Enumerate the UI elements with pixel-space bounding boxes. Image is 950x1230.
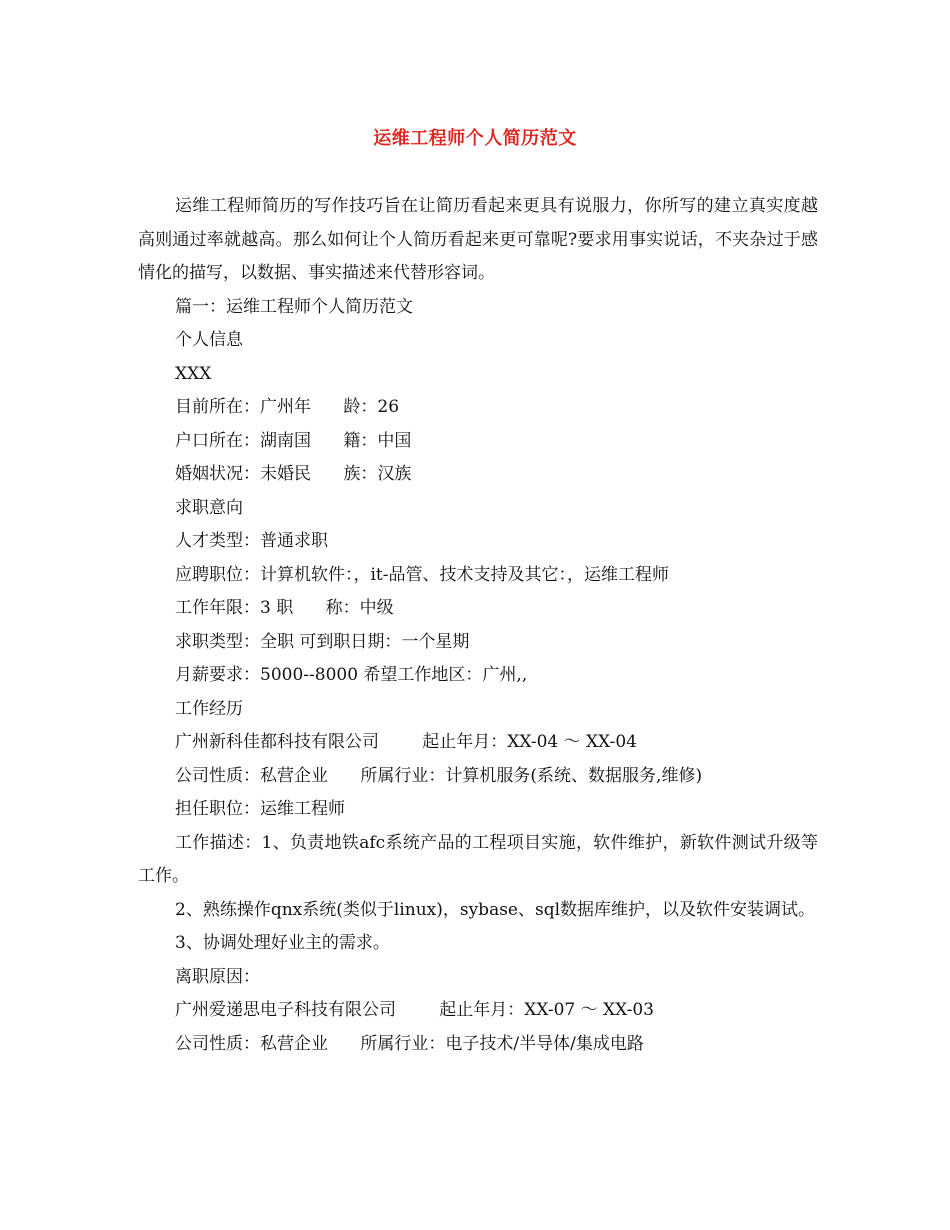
paragraph: 担任职位：运维工程师 [175, 799, 345, 819]
paragraph: 离职原因： [175, 966, 260, 987]
document-body [138, 190, 818, 1061]
paragraph: 应聘职位：计算机软件：，it-品管、技术支持及其它：，运维工程师 [175, 564, 670, 585]
paragraph: 人才类型：普通求职 [175, 531, 328, 551]
paragraph: 求职意向 [175, 497, 243, 518]
paragraph: XXX [175, 363, 212, 384]
paragraph: 广州新科佳都科技有限公司 起止年月：XX-04 ～ XX-04 [175, 732, 637, 752]
paragraph: 个人信息 [175, 330, 243, 350]
paragraph: 求职类型：全职 可到职日期：一个星期 [175, 631, 470, 652]
paragraph: 广州爱递思电子科技有限公司 起止年月：XX-07 ～ XX-03 [175, 1000, 654, 1020]
paragraph: 篇一：运维工程师个人简历范文 [175, 296, 413, 317]
paragraph: 户口所在：湖南国 籍：中国 [175, 430, 412, 451]
paragraph: 公司性质：私营企业 所属行业：计算机服务(系统、数据服务,维修) [175, 765, 703, 786]
paragraph: 公司性质：私营企业 所属行业：电子技术/半导体/集成电路 [175, 1033, 644, 1054]
paragraph: 2、熟练操作qnx系统(类似于linux)，sybase、sql数据库维护，以及软件安装调试。 [175, 899, 816, 920]
document-title: 运维工程师个人简历范文 [373, 128, 577, 149]
paragraph: 运维工程师简历的写作技巧旨在让简历看起来更具有说服力，你所写的建立真实度越高则通过率就越高。那么如何让个人简历看起来更可靠呢?要求用事实说话，不夹杂过于感情化的描写，以数据、事实描述来代替形容词。 [138, 196, 818, 283]
paragraph: 工作年限：3 职 称：中级 [175, 598, 394, 618]
paragraph: 工作描述：1、负责地铁afc系统产品的工程项目实施，软件维护，新软件测试升级等工作。 [138, 832, 818, 886]
paragraph: 月薪要求：5000--8000 希望工作地区：广州,, [175, 665, 528, 685]
paragraph: 3、协调处理好业主的需求。 [175, 933, 390, 953]
paragraph: 目前所在：广州年 龄：26 [175, 397, 400, 417]
paragraph: 婚姻状况：未婚民 族：汉族 [175, 464, 412, 484]
paragraph: 工作经历 [175, 698, 243, 719]
